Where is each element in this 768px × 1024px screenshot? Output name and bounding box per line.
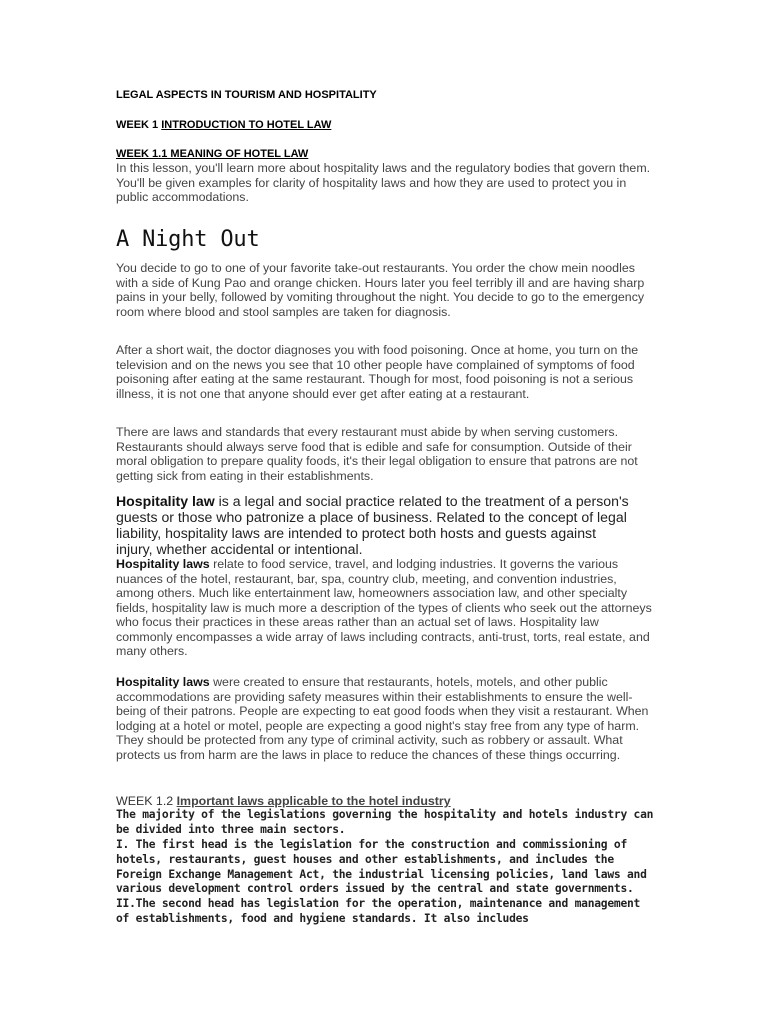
story-paragraph-3: There are laws and standards that every restaurant must abide by when serving customers. Restaurants should always serve food that is edible and safe for consumption. Outside of their moral obligation to prepare quality foods, it's their legal obligation to ensure that patrons are not getting sick from eating in their establishments. xyxy=(116,425,638,483)
story-paragraph-2: After a short wait, the doctor diagnoses you with food poisoning. Once at home, you turn on the television and on the news you see that 10 other people have complained of symptoms of food poisoning after eating at the same restaurant. Though for most, food poisoning is not a serious illness, it is not one that anyone should ever get after eating at a restaurant. xyxy=(116,343,639,401)
week1-1-heading: WEEK 1.1 MEANING OF HOTEL LAW xyxy=(116,148,309,160)
first-head-paragraph: I. The first head is the legislation for the construction and commissioning of hotels, restaurants, guest houses and other establishments, and includes the Foreign Exchange Management Act, the industrial licensing policies, land laws and various development control orders issued by the central and state governments. xyxy=(116,838,647,896)
second-head-paragraph: II.The second head has legislation for the operation, maintenance and management of establishments, food and hygiene standards. It also includes xyxy=(116,897,641,925)
story-paragraph-1: You decide to go to one of your favorite take-out restaurants. You order the chow mein noodles with a side of Kung Pao and orange chicken. Hours later you feel terribly ill and are having sharp pains in your belly, followed by vomiting throughout the night. You decide to go to the emergency room where blood and stool samples are taken for diagnosis. xyxy=(116,261,645,319)
document-title: LEGAL ASPECTS IN TOURISM AND HOSPITALITY xyxy=(116,89,377,101)
laws-text-1: relate to food service, travel, and lodging industries. It governs the various nuances of the hotel, restaurant, bar, spa, country club, meeting, and convention industries, among others. Much like entertainment law, homeowners association law, and other specialty fields, hospitality law is much more a description of the types of clients who seek out the attorneys who focus their practices in these areas rather than an actual set of laws. Hospitality law commonly encompasses a wide array of laws including contracts, anti-trust, torts, real estate, and many others. xyxy=(116,557,652,658)
week1-2-link[interactable]: Important laws applicable to the hotel industry xyxy=(176,794,451,808)
laws-term-1: Hospitality laws xyxy=(116,557,210,571)
night-out-heading: A Night Out xyxy=(116,227,260,252)
week1-title-link[interactable]: INTRODUCTION TO HOTEL LAW xyxy=(161,119,332,131)
definition-term: Hospitality law xyxy=(116,493,215,509)
week1-2-heading xyxy=(116,794,451,808)
week1-heading xyxy=(116,119,331,131)
definition-text: is a legal and social practice related to the treatment of a person's guests or those who patronize a place of business. Related to the concept of legal liability, hospitality laws are intended to protect both hosts and guests against injury, whether accidental or intentional. xyxy=(116,493,629,557)
hospitality-laws-paragraph-2 xyxy=(116,675,656,762)
week1-prefix: WEEK 1 xyxy=(116,119,159,131)
sectors-paragraph: The majority of the legislations governing the hospitality and hotels industry can be divided into three main sectors. xyxy=(116,808,654,836)
laws-term-2: Hospitality laws xyxy=(116,675,210,689)
hospitality-law-definition xyxy=(116,493,636,557)
hospitality-laws-paragraph-1 xyxy=(116,557,656,659)
week1-2-prefix: WEEK 1.2 xyxy=(116,794,177,808)
laws-text-2: were created to ensure that restaurants, hotels, motels, and other public accommodations are providing safety measures within their establishments to ensure the well-being of their patrons. People are expecting to eat good foods when they visit a restaurant. When lodging at a hotel or motel, people are expecting a good night's stay free from any type of harm. They should be protected from any type of criminal activity, such as robbery or assault. What protects us from harm are the laws in place to reduce the chances of these things occurring. xyxy=(116,675,649,762)
intro-paragraph: In this lesson, you'll learn more about hospitality laws and the regulatory bodies that govern them. You'll be given examples for clarity of hospitality laws and how they are used to protect you in public accommodations. xyxy=(116,161,651,204)
